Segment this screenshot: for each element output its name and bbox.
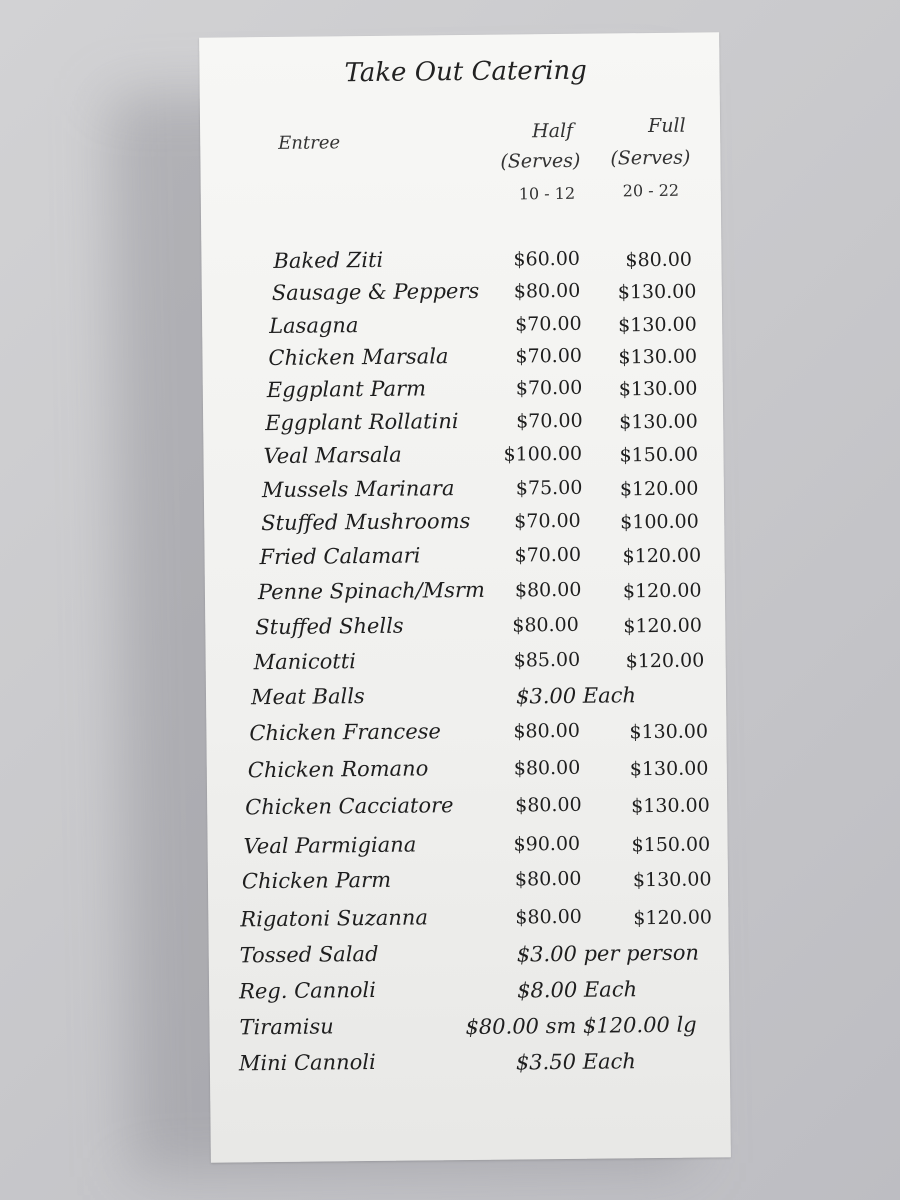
menu-row: [201, 244, 721, 279]
menu-row: [207, 829, 727, 864]
menu-row: [207, 753, 727, 788]
item-price-note: $3.00 per person: [516, 940, 700, 967]
menu-row: [210, 1046, 730, 1081]
item-name: Penne Spinach/Msrm: [257, 577, 485, 605]
menu-row: [207, 790, 727, 825]
item-half-price: $70.00: [515, 312, 582, 336]
item-half-price: $60.00: [513, 247, 581, 271]
menu-row: [203, 406, 723, 441]
item-full-price: $130.00: [631, 794, 710, 818]
full-serves-range: 20 - 22: [622, 180, 680, 201]
item-full-price: $130.00: [618, 313, 697, 337]
item-half-price: $100.00: [503, 442, 583, 466]
item-full-price: $130.00: [629, 757, 709, 781]
item-name: Baked Ziti: [273, 247, 384, 273]
item-half-price: $70.00: [516, 409, 583, 433]
item-price-note: $80.00 sm $120.00 lg: [465, 1012, 697, 1040]
menu-row: [204, 506, 724, 541]
item-name: Chicken Cacciatore: [245, 793, 454, 820]
item-price-note: $8.00 Each: [516, 977, 638, 1003]
item-full-price: $130.00: [618, 377, 698, 401]
item-full-price: $120.00: [623, 614, 702, 638]
item-name: Mussels Marinara: [261, 476, 455, 503]
item-full-price: $130.00: [629, 720, 709, 744]
item-full-price: $130.00: [632, 868, 712, 892]
menu-row: [209, 1010, 729, 1045]
item-name: Reg. Cannoli: [238, 977, 376, 1004]
menu-row: [203, 439, 723, 474]
item-name: Sausage & Peppers: [271, 278, 480, 306]
half-column-header: Half: [532, 119, 574, 143]
item-name: Chicken Marsala: [268, 344, 449, 371]
full-column-header: Full: [647, 114, 686, 138]
item-half-price: $70.00: [515, 344, 583, 368]
menu-row: [208, 902, 728, 937]
item-half-price: $80.00: [513, 756, 581, 780]
item-full-price: $130.00: [618, 345, 698, 369]
item-full-price: $130.00: [619, 410, 698, 434]
full-serves-label: (Serves): [610, 146, 691, 170]
item-full-price: $150.00: [619, 443, 699, 467]
item-name: Lasagna: [269, 313, 359, 339]
item-half-price: $80.00: [512, 613, 579, 637]
item-half-price: $90.00: [513, 832, 581, 856]
item-name: Stuffed Shells: [255, 613, 404, 640]
item-half-price: $75.00: [515, 476, 583, 500]
item-price-note: $3.00 Each: [515, 683, 637, 709]
item-name: Eggplant Parm: [266, 376, 427, 403]
item-half-price: $80.00: [513, 719, 581, 743]
item-half-price: $85.00: [513, 648, 581, 672]
item-half-price: $70.00: [514, 543, 582, 567]
item-name: Eggplant Rollatini: [265, 409, 459, 436]
menu-items-list: [199, 32, 731, 1162]
item-half-price: $70.00: [514, 509, 581, 533]
half-serves-range: 10 - 12: [518, 183, 576, 204]
item-half-price: $70.00: [515, 376, 583, 400]
item-half-price: $80.00: [515, 905, 582, 929]
item-name: Chicken Romano: [247, 756, 429, 783]
item-full-price: $150.00: [631, 833, 711, 857]
menu-title: Take Out Catering: [344, 55, 588, 89]
menu-row: [208, 864, 728, 899]
item-half-price: $80.00: [515, 793, 582, 817]
menu-row: [203, 373, 723, 408]
menu-row: [209, 974, 729, 1009]
item-full-price: $80.00: [625, 248, 693, 272]
item-name: Tiramisu: [239, 1014, 334, 1040]
item-name: Mini Cannoli: [238, 1049, 376, 1076]
menu-row: [205, 610, 725, 645]
menu-row: [202, 309, 722, 344]
item-price-note: $3.50 Each: [515, 1049, 636, 1075]
item-name: Meat Balls: [250, 684, 365, 710]
item-name: Tossed Salad: [239, 941, 379, 968]
menu-row: [204, 540, 724, 575]
item-half-price: $80.00: [514, 867, 582, 891]
item-full-price: $130.00: [617, 280, 697, 304]
item-name: Rigatoni Suzanna: [240, 905, 429, 932]
item-name: Chicken Parm: [241, 867, 392, 894]
item-name: Fried Calamari: [259, 543, 421, 570]
menu-row: [209, 938, 729, 973]
item-half-price: $80.00: [514, 578, 582, 602]
menu-row: [205, 575, 725, 610]
item-full-price: $120.00: [619, 477, 699, 501]
item-name: Chicken Francese: [249, 719, 442, 746]
menu-row: [206, 645, 726, 680]
menu-sheet: [199, 32, 731, 1162]
half-serves-label: (Serves): [500, 149, 581, 173]
item-full-price: $100.00: [620, 510, 699, 534]
entree-column-header: Entree: [278, 132, 341, 154]
item-full-price: $120.00: [622, 579, 702, 603]
menu-row: [204, 473, 724, 508]
menu-row: [202, 276, 722, 311]
menu-row: [206, 680, 726, 715]
item-name: Manicotti: [253, 649, 357, 675]
item-name: Veal Marsala: [263, 442, 402, 469]
item-full-price: $120.00: [633, 906, 713, 930]
menu-row: [206, 716, 726, 751]
item-name: Veal Parmigiana: [243, 832, 417, 859]
item-name: Stuffed Mushrooms: [261, 508, 471, 536]
item-full-price: $120.00: [625, 649, 705, 673]
menu-row: [202, 341, 722, 376]
item-half-price: $80.00: [513, 279, 581, 303]
item-full-price: $120.00: [622, 544, 702, 568]
